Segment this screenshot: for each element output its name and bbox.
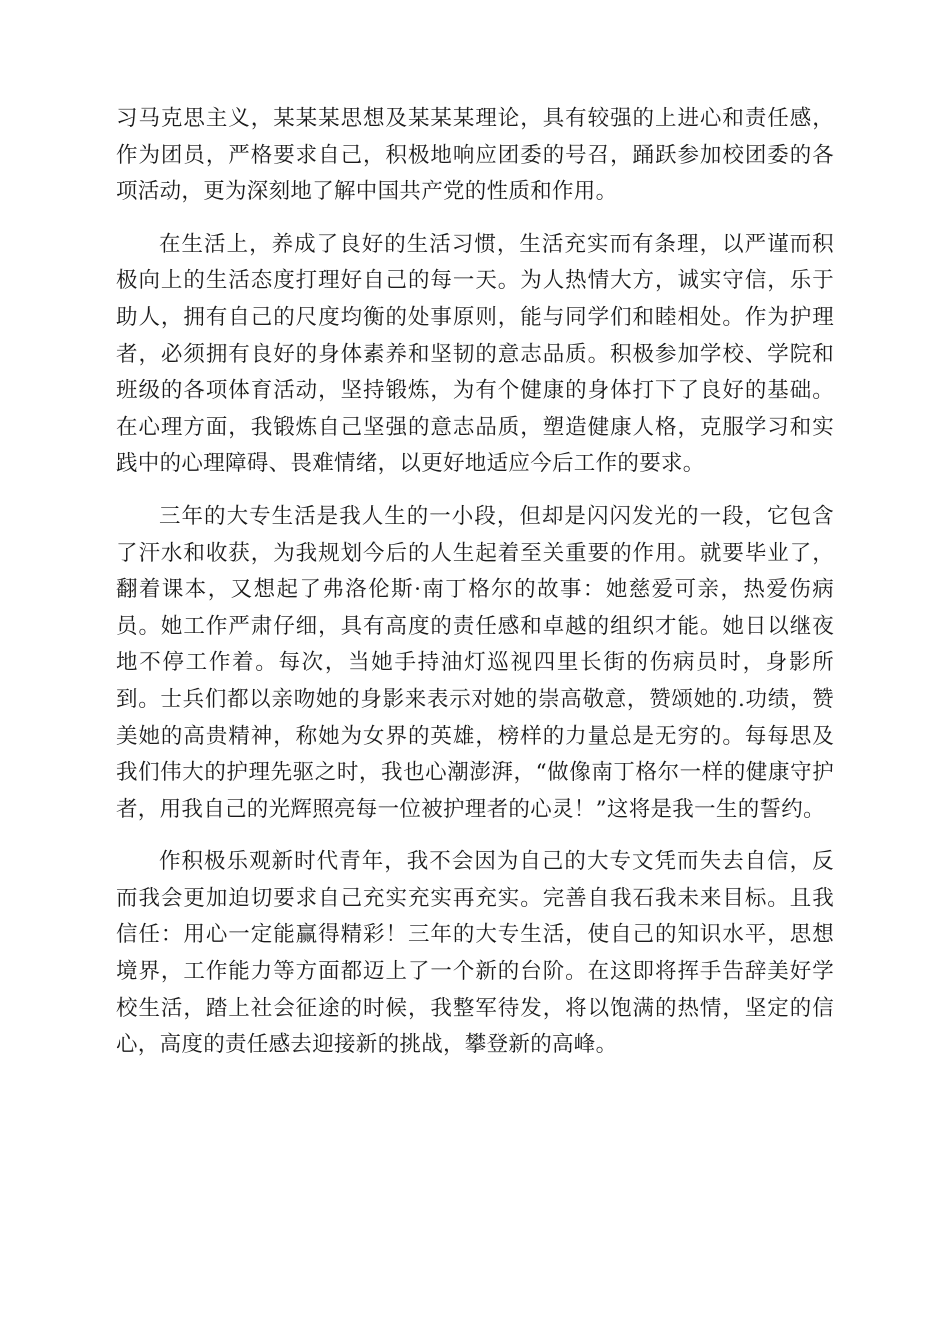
- paragraph-1: 习马克思主义，某某某思想及某某某理论，具有较强的上进心和责任感，作为团员，严格要求自己，积极地响应团委的号召，踊跃参加校团委的各项活动，更为深刻地了解中国共产党的性质和作用。: [116, 106, 834, 205]
- paragraph-4: 作积极乐观新时代青年，我不会因为自己的大专文凭而失去自信，反而我会更加迫切要求自己充实充实再充实。完善自我石我未来目标。且我信任：用心一定能赢得精彩！三年的大专生活，使自己的知识水平，思想境界，工作能力等方面都迈上了一个新的台阶。在这即将挥手告辞美好学校生活，踏上社会征途的时候，我整军待发，将以饱满的热情，坚定的信心，高度的责任感去迎接新的挑战，攀登新的高峰。: [116, 849, 834, 1058]
- document-body: [116, 101, 834, 1080]
- paragraph-2: 在生活上，养成了良好的生活习惯，生活充实而有条理，以严谨而积极向上的生活态度打理好自己的每一天。为人热情大方，诚实守信，乐于助人，拥有自己的尺度均衡的处事原则，能与同学们和睦相处。作为护理者，必须拥有良好的身体素养和坚韧的意志品质。积极参加学校、学院和班级的各项体育活动，坚持锻炼，为有个健康的身体打下了良好的基础。在心理方面，我锻炼自己坚强的意志品质，塑造健康人格，克服学习和实践中的心理障碍、畏难情绪，以更好地适应今后工作的要求。: [116, 231, 834, 477]
- paragraph-3: 三年的大专生活是我人生的一小段，但却是闪闪发光的一段，它包含了汗水和收获，为我规划今后的人生起着至关重要的作用。就要毕业了，翻着课本，又想起了弗洛伦斯·南丁格尔的故事：她慈爱可亲，热爱伤病员。她工作严肃仔细，具有高度的责任感和卓越的组织才能。她日以继夜地不停工作着。每次，当她手持油灯巡视四里长街的伤病员时，身影所到。士兵们都以亲吻她的身影来表示对她的崇高敬意，赞颂她的.功绩，赞美她的高贵精神，称她为女界的英雄，榜样的力量总是无穷的。每每思及我们伟大的护理先驱之时，我也心潮澎湃，“做像南丁格尔一样的健康守护者，用我自己的光辉照亮每一位被护理者的心灵！”这将是我一生的誓约。: [116, 503, 834, 822]
